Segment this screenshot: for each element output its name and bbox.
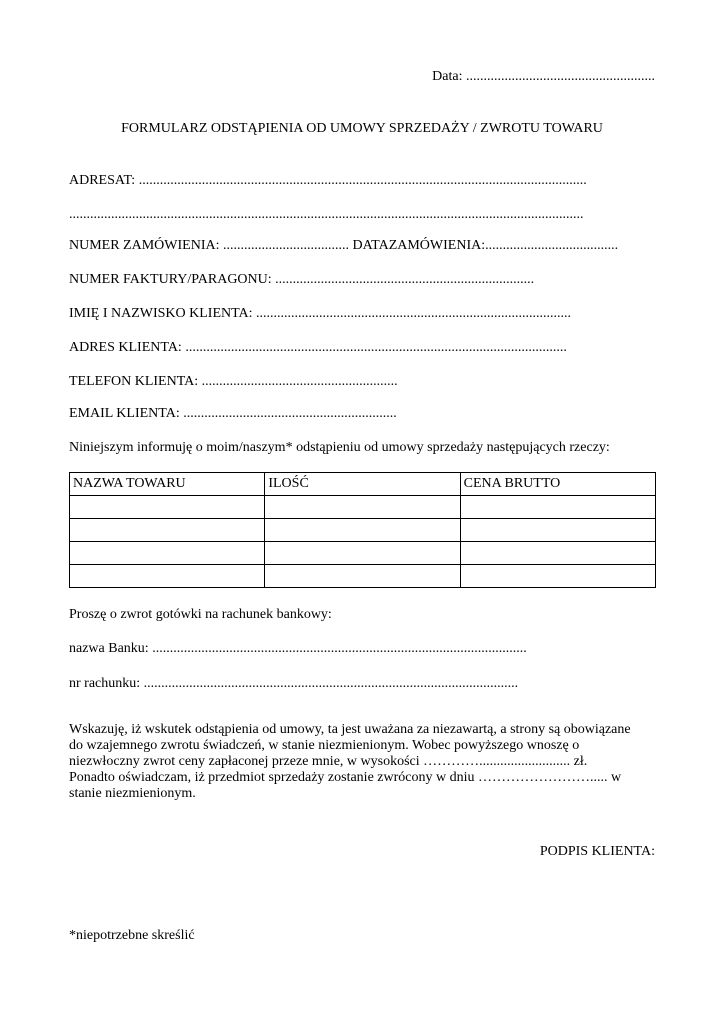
paragraph-line: niezwłoczny zwrot ceny zapłaconej przeze mnie, w wysokości ………….......................... zł.	[69, 754, 588, 769]
column-header-quantity: ILOŚĆ	[265, 473, 460, 496]
table-cell	[265, 565, 460, 588]
bank-name-field: nazwa Banku: ...........................................................................................................	[69, 641, 527, 656]
table-cell	[265, 542, 460, 565]
footnote: *niepotrzebne skreślić	[69, 928, 195, 943]
table-cell	[460, 542, 655, 565]
table-cell	[70, 542, 265, 565]
date-field: Data: ......................................................	[432, 69, 655, 84]
table-row	[70, 542, 656, 565]
table-cell	[265, 519, 460, 542]
table-header-row	[70, 473, 656, 496]
table-cell	[460, 519, 655, 542]
client-address-field: ADRES KLIENTA: .............................................................................................................	[69, 340, 567, 355]
addressee-field: ADRESAT: ................................................................................................................................	[69, 173, 587, 188]
paragraph-line: stanie niezmienionym.	[69, 786, 196, 801]
client-signature-label: PODPIS KLIENTA:	[539, 844, 655, 859]
order-number-date-field: NUMER ZAMÓWIENIA: .................................... DATAZAMÓWIENIA:......................................	[69, 238, 619, 253]
form-title: FORMULARZ ODSTĄPIENIA OD UMOWY SPRZEDAŻY / ZWROTU TOWARU	[121, 121, 603, 136]
client-phone-field: TELEFON KLIENTA: ........................................................	[69, 374, 398, 389]
refund-intro-text: Proszę o zwrot gotówki na rachunek bankowy:	[69, 607, 332, 622]
returned-items-table	[69, 472, 656, 588]
column-header-gross-price: CENA BRUTTO	[460, 473, 655, 496]
paragraph-line: do wzajemnego zwrotu świadczeń, w stanie niezmienionym. Wobec powyższego wnoszę o	[69, 738, 580, 753]
table-row	[70, 519, 656, 542]
column-header-product-name: NAZWA TOWARU	[70, 473, 265, 496]
declaration-paragraph	[69, 722, 669, 802]
client-email-field: EMAIL KLIENTA: .............................................................	[69, 406, 397, 421]
table-row	[70, 496, 656, 519]
paragraph-line: Ponadto oświadczam, iż przedmiot sprzedaży zostanie zwrócony w dniu ……………………..... w	[69, 770, 622, 785]
table-cell	[460, 496, 655, 519]
table-cell	[265, 496, 460, 519]
paragraph-line: Wskazuję, iż wskutek odstąpienia od umowy, ta jest uważana za niezawartą, a strony są obowiązane	[69, 722, 631, 737]
table-cell	[460, 565, 655, 588]
items-intro-text: Niniejszym informuję o moim/naszym* odstąpieniu od umowy sprzedaży następujących rzeczy:	[69, 440, 610, 455]
invoice-number-field: NUMER FAKTURY/PARAGONU: ..........................................................................	[69, 272, 535, 287]
table-row	[70, 565, 656, 588]
table-cell	[70, 519, 265, 542]
addressee-field-line-2: ...................................................................................................................................................	[69, 207, 584, 222]
table-cell	[70, 496, 265, 519]
table-cell	[70, 565, 265, 588]
client-name-field: IMIĘ I NAZWISKO KLIENTA: ..........................................................................................	[69, 306, 572, 321]
account-number-field: nr rachunku: ...........................................................................................................	[69, 676, 519, 691]
